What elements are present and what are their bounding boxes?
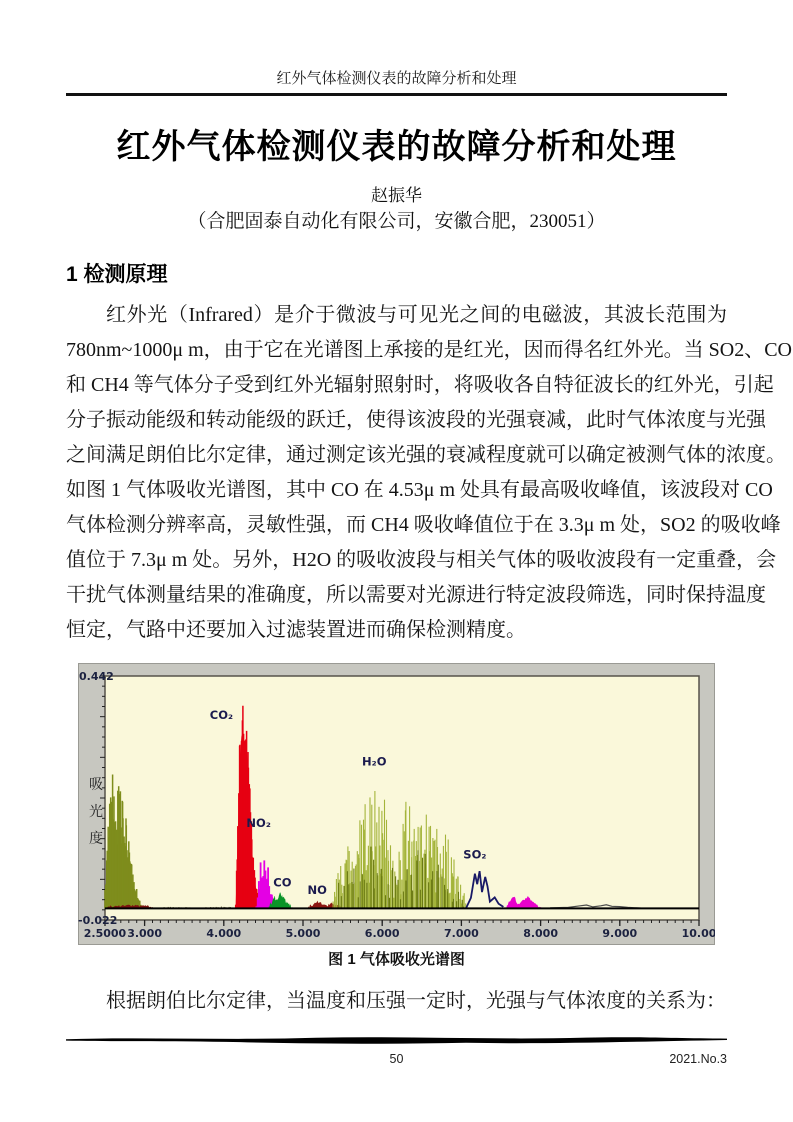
svg-text:SO₂: SO₂ (463, 847, 487, 862)
svg-text:度: 度 (89, 831, 103, 847)
figure-1 (66, 663, 727, 970)
body-line: 气体检测分辨率高，灵敏性强，而 CH4 吸收峰值位于在 3.3μ m 处，SO2 的吸收峰 (66, 514, 781, 536)
page-content (66, 0, 793, 1019)
svg-text:3.000: 3.000 (127, 927, 162, 940)
svg-text:10.00: 10.00 (681, 927, 715, 940)
svg-text:7.000: 7.000 (444, 927, 479, 940)
figure-caption: 图 1 气体吸收光谱图 (328, 951, 465, 968)
page-footer (66, 1032, 727, 1070)
page-title: 红外气体检测仪表的故障分析和处理 (116, 128, 677, 166)
running-head: 红外气体检测仪表的故障分析和处理 (276, 71, 517, 87)
paragraph-2: 根据朗伯比尔定律，当温度和压强一定时，光强与气体浓度的关系为： (106, 990, 726, 1012)
svg-text:5.000: 5.000 (285, 927, 321, 940)
svg-text:4.000: 4.000 (206, 927, 242, 940)
section-heading: 1 检测原理 (66, 263, 168, 286)
svg-text:2.5000: 2.5000 (83, 927, 127, 940)
svg-text:吸: 吸 (89, 777, 103, 793)
footer-rule (66, 1035, 727, 1045)
body-line: 780nm~1000μ m，由于它在光谱图上承接的是红光，因而得名红外光。当 SO2、CO (66, 339, 793, 361)
body-line: 之间满足朗伯比尔定律，通过测定该光强的衰减程度就可以确定被测气体的浓度。 (66, 444, 786, 466)
svg-text:CO₂: CO₂ (209, 708, 234, 723)
body-line: 和 CH4 等气体分子受到红外光辐射照射时，将吸收各自特征波长的红外光，引起 (66, 374, 774, 396)
page-number: 50 (389, 1052, 404, 1066)
issue-number: 2021.No.3 (669, 1052, 727, 1066)
svg-text:6.000: 6.000 (364, 927, 400, 940)
paragraph-1 (66, 298, 793, 648)
absorption-spectrum-chart (78, 663, 715, 945)
svg-text:0.442: 0.442 (79, 670, 114, 683)
header-rule (66, 93, 727, 96)
svg-text:NO: NO (307, 883, 327, 898)
author-affiliation: （合肥固泰自动化有限公司，安徽合肥，230051） (187, 211, 606, 232)
author-name: 赵振华 (371, 186, 422, 205)
svg-text:H₂O: H₂O (362, 754, 387, 769)
svg-text:-0.022: -0.022 (78, 914, 118, 927)
body-line: 红外光（Infrared）是介于微波与可见光之间的电磁波，其波长范围为 (106, 304, 727, 326)
chart-container (78, 663, 715, 945)
body-line: 干扰气体测量结果的准确度，所以需要对光源进行特定波段筛选，同时保持温度 (66, 584, 766, 606)
body-line: 值位于 7.3μ m 处。另外，H2O 的吸收波段与相关气体的吸收波段有一定重叠，会 (66, 549, 777, 571)
footer-row (66, 1052, 727, 1070)
svg-text:8.000: 8.000 (523, 927, 558, 940)
body-line: 如图 1 气体吸收光谱图，其中 CO 在 4.53μ m 处具有最高吸收峰值，该波段对 CO (66, 479, 773, 501)
svg-text:光: 光 (89, 804, 103, 820)
svg-text:9.000: 9.000 (602, 927, 638, 940)
body-line: 恒定，气路中还要加入过滤装置进而确保检测精度。 (66, 619, 526, 641)
svg-text:NO₂: NO₂ (246, 815, 271, 830)
body-line: 分子振动能级和转动能级的跃迁，使得该波段的光强衰减，此时气体浓度与光强 (66, 409, 766, 431)
svg-text:CO: CO (273, 875, 292, 890)
